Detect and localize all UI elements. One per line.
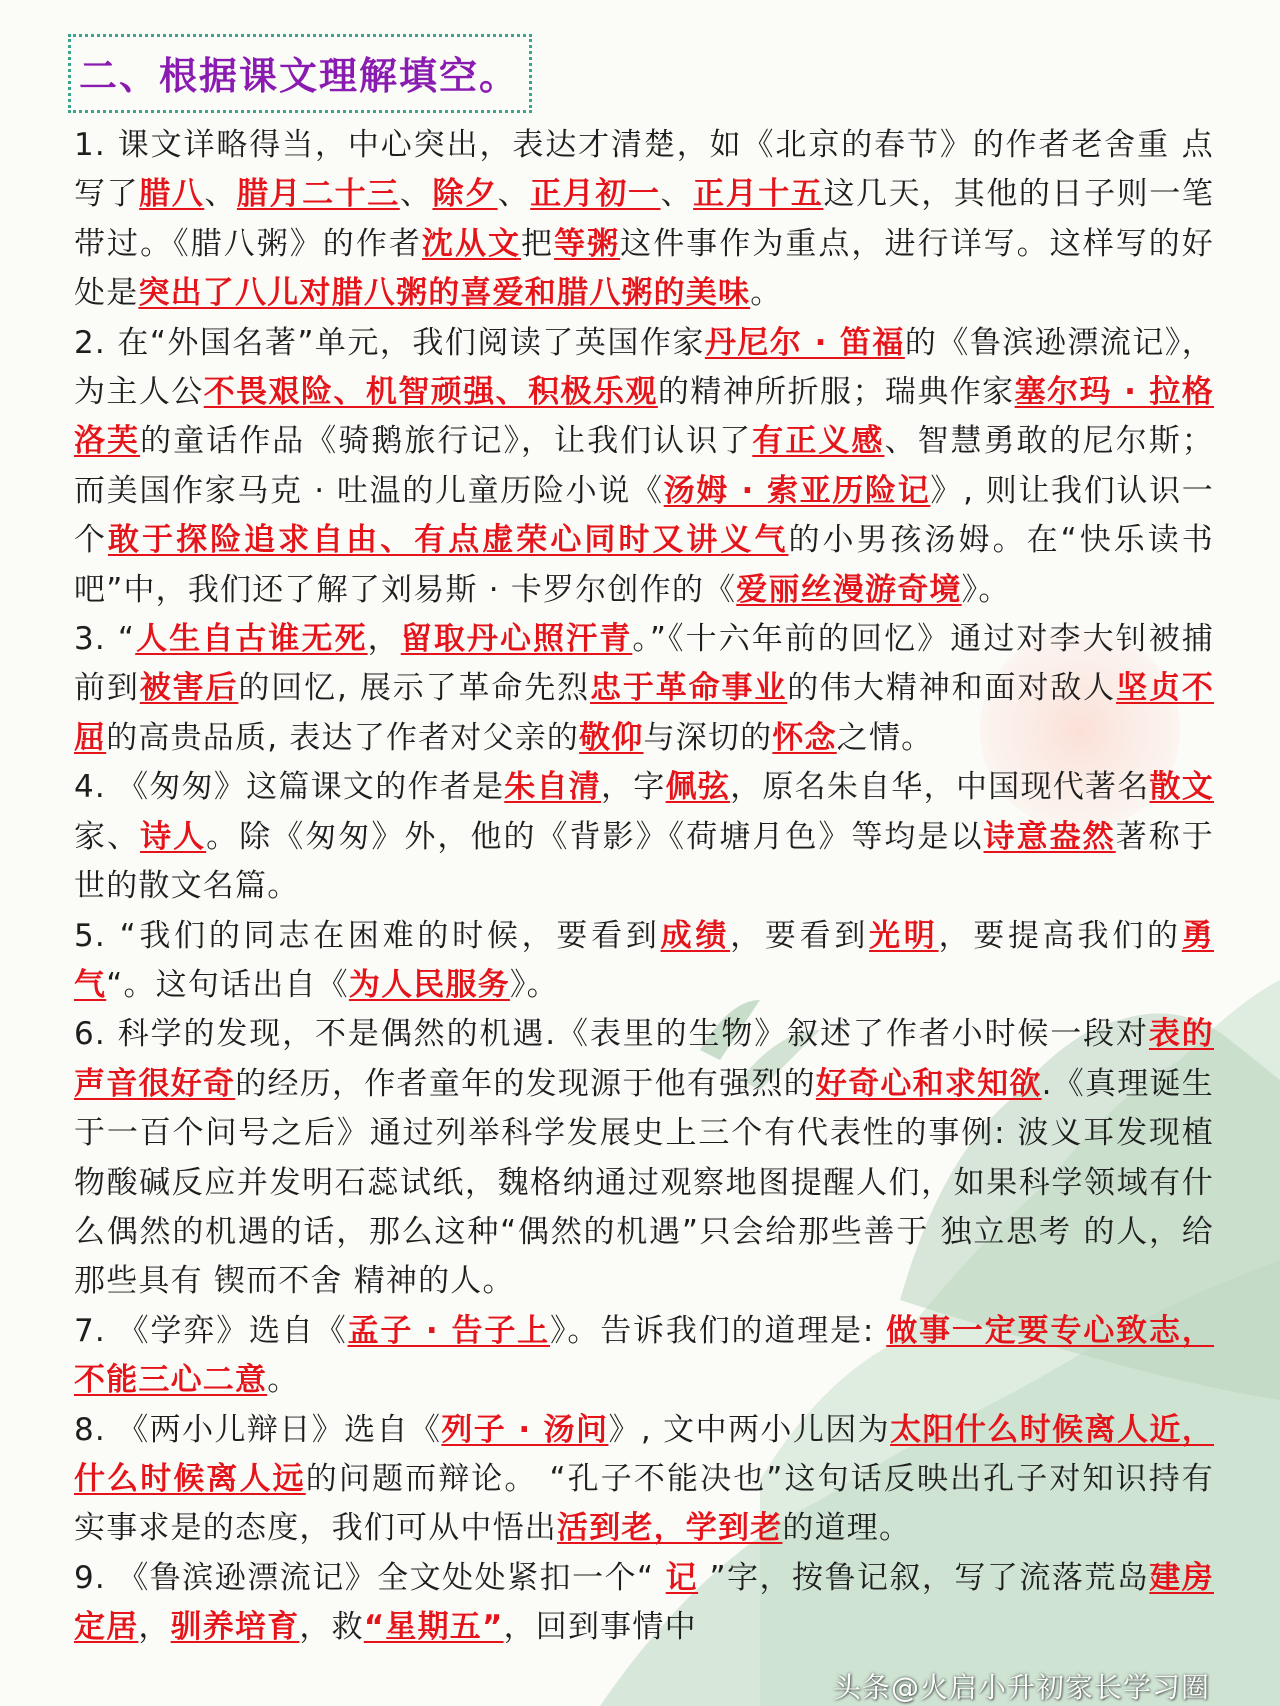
question-text: 。”《十六年前的回忆》通过对李大钊被捕前到 xyxy=(74,621,1215,707)
question-text: 6. 科学的发现，不是偶然的机遇.《表里的生物》叙述了作者小时候一段对 xyxy=(74,1016,1149,1053)
answer: 太阳什么时候离人近，什么时候离人远 xyxy=(74,1411,1215,1497)
section-title: 二、根据课文理解填空。 xyxy=(79,54,520,98)
question-text: 的经历，作者童年的发现源于他有强烈的 xyxy=(235,1065,816,1102)
answer: 汤姆 · 索亚历险记 xyxy=(663,472,931,509)
answer: 正月十五 xyxy=(693,176,824,213)
question-text: 9. 《鲁滨逊漂流记》全文处处紧扣一个“ xyxy=(74,1559,666,1596)
question-text: 8. 《两小儿辩日》选自《 xyxy=(74,1411,442,1448)
answer: 朱自清 xyxy=(504,769,602,806)
question-text: 这几天，其他的日子则一笔带过。《腊八粥》的作者 xyxy=(74,176,1215,262)
answer: 塞尔玛 · 拉格洛芙 xyxy=(74,374,1214,460)
answer: 等粥 xyxy=(554,225,621,262)
question-8 xyxy=(74,1406,1214,1554)
question-text: 把 xyxy=(521,225,555,262)
answer: 爱丽丝漫游奇境 xyxy=(736,571,962,608)
answer: 诗意盎然 xyxy=(983,818,1116,855)
answer: 留取丹心照汗青 xyxy=(400,621,633,658)
question-text: ”字，按鲁记叙，写了流落荒岛 xyxy=(698,1559,1150,1596)
question-text: 3. “ xyxy=(74,621,136,658)
question-text: 2. 在“外国名著”单元，我们阅读了英国作家 xyxy=(74,324,705,361)
answer: 列子 · 汤问 xyxy=(441,1411,609,1448)
question-text: “。这句话出自《 xyxy=(106,966,349,1003)
question-text: ， xyxy=(367,621,401,658)
question-text: 之情。 xyxy=(836,719,934,756)
question-text: 5. “我们的同志在困难的时候，要看到 xyxy=(74,917,661,954)
answer: 表的声音很好奇 xyxy=(74,1016,1214,1102)
answer: “星期五” xyxy=(363,1609,504,1646)
answer: 做事一定要专心致志，不能三心二意 xyxy=(74,1312,1215,1399)
question-text: 的高贵品质, 表达了作者对父亲的 xyxy=(106,719,580,756)
question-text: 。除《匆匆》外，他的《背影》《荷塘月色》等均是以 xyxy=(206,818,984,855)
question-4 xyxy=(74,763,1214,911)
question-text: 。 xyxy=(267,1362,300,1399)
answer: 有正义感 xyxy=(752,423,885,460)
question-text: 的道理。 xyxy=(782,1510,912,1547)
question-text: ， xyxy=(138,1609,171,1646)
question-6 xyxy=(74,1010,1214,1306)
answer: 散文 xyxy=(1149,769,1214,806)
question-text: .《真理诞生于一百个问号之后》通过列举科学发展史上三个有代表性的事例: 波义耳发现植物酸碱反应并发明石蕊试纸，魏格纳通过观察地图提醒人们，如果科学领域有什么偶然的机遇的话，那么这种“偶然的机遇”只会给那些善于 独立思考 的人，给那些具有 锲而不舍 精神的人。 xyxy=(74,1065,1215,1300)
question-text: 、 xyxy=(497,176,531,213)
question-text: 1. 课文详略得当，中心突出，表达才清楚，如《北京的春节》的作者老舍重 点写了 xyxy=(74,127,1214,213)
answer: 敢于探险追求自由、有点虚荣心同时又讲义气 xyxy=(108,522,789,559)
answer: 诗人 xyxy=(140,818,207,855)
question-text: 与深切的 xyxy=(643,719,773,756)
answer: 忠于革命事业 xyxy=(589,670,788,707)
question-text: 、 xyxy=(399,176,433,213)
question-9 xyxy=(74,1554,1214,1653)
answer: 腊月二十三 xyxy=(236,176,400,213)
question-text: 4. 《匆匆》这篇课文的作者是 xyxy=(74,769,505,806)
answer: 人生自古谁无死 xyxy=(135,621,368,658)
question-text: 的精神所折服；瑞典作家 xyxy=(657,374,1015,411)
answer: 沈从文 xyxy=(421,225,522,262)
question-text: 这件事作为重点，进行详写。这样写的好处是 xyxy=(74,225,1215,312)
question-text: 》。 xyxy=(509,966,559,1003)
question-text: 、智慧勇敢的尼尔斯；而美国作家马克 · 吐温的儿童历险小说《 xyxy=(74,423,1214,509)
answer: 光明 xyxy=(869,917,939,954)
question-text: 、 xyxy=(204,176,237,213)
question-text: 。 xyxy=(750,275,783,312)
answer: 成绩 xyxy=(660,917,731,954)
question-text: 》。告诉我们的道理是: xyxy=(550,1312,887,1349)
section-title-box xyxy=(68,34,532,113)
answer: 驯养培育 xyxy=(170,1609,300,1646)
answer: 腊八 xyxy=(139,176,205,213)
answer: 活到老，学到老 xyxy=(557,1510,783,1547)
question-text: ，原名朱自华，中国现代著名 xyxy=(730,769,1150,806)
question-text: 的小男孩汤姆。在“快乐读书吧”中，我们还了解了刘易斯 · 卡罗尔创作的《 xyxy=(74,522,1214,608)
question-text: ，救 xyxy=(299,1609,364,1646)
question-text: 》, 文中两小儿因为 xyxy=(608,1411,891,1448)
question-text: 、 xyxy=(660,176,694,213)
question-text: 的问题而辩论。 “孔子不能决也”这句话反映出孔子对知识持有实事求是的态度，我们可从中悟出 xyxy=(74,1460,1214,1547)
question-text: 家、 xyxy=(74,818,141,855)
answer: 勇气 xyxy=(74,917,1214,1003)
answer: 好奇心和求知欲 xyxy=(815,1065,1042,1102)
answer: 敬仰 xyxy=(579,719,644,756)
question-text: 》。 xyxy=(961,571,1011,608)
fill-in-worksheet xyxy=(74,34,1214,1653)
answer: 孟子 · 告子上 xyxy=(347,1312,551,1349)
answer: 不畏艰险、机智顽强、积极乐观 xyxy=(203,374,658,411)
question-text: 》, 则让我们认识一个 xyxy=(74,472,1214,559)
question-5 xyxy=(74,912,1214,1011)
answer: 坚贞不屈 xyxy=(74,670,1215,756)
answer: 怀念 xyxy=(772,719,837,756)
question-3 xyxy=(74,615,1214,763)
answer: 突出了八儿对腊八粥的喜爱和腊八粥的美味 xyxy=(138,275,751,312)
question-text: 的《鲁滨逊漂流记》，为主人公 xyxy=(74,324,1215,411)
question-text: ，字 xyxy=(601,769,666,806)
question-2 xyxy=(74,319,1214,615)
question-text: ，要提高我们的 xyxy=(938,917,1182,954)
question-text: 7. 《学弈》选自《 xyxy=(74,1312,348,1349)
question-text: 的回忆, 展示了革命先烈 xyxy=(238,670,590,707)
answer: 正月初一 xyxy=(530,176,661,213)
question-text: ，回到事情中 xyxy=(503,1609,697,1646)
question-text: ，要看到 xyxy=(730,917,870,954)
question-text: 的童话作品《骑鹅旅行记》，让我们认识了 xyxy=(140,423,753,460)
question-text: 著称于世的散文名篇。 xyxy=(74,818,1214,905)
watermark-text: 头条@火启小升初家长学习圈 xyxy=(832,1671,1210,1704)
answer: 丹尼尔 · 笛福 xyxy=(704,324,905,361)
answer: 为人民服务 xyxy=(348,966,510,1003)
answer: 记 xyxy=(665,1559,699,1596)
answer: 被害后 xyxy=(139,670,239,707)
question-text: 的伟大精神和面对敌人 xyxy=(787,670,1117,707)
question-7 xyxy=(74,1307,1214,1406)
answer: 除夕 xyxy=(432,176,498,213)
question-1 xyxy=(74,121,1214,319)
answer: 佩弦 xyxy=(665,769,731,806)
answer: 建房定居 xyxy=(74,1559,1214,1646)
